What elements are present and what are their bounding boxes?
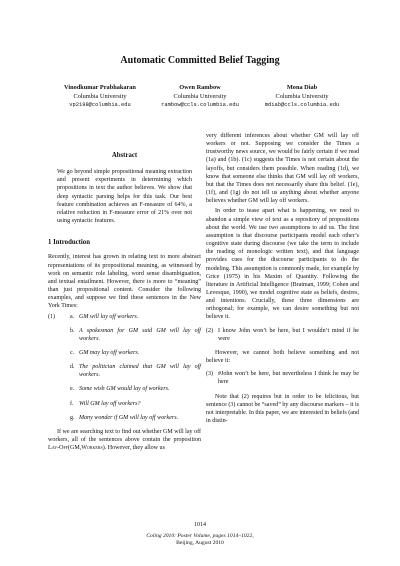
page-footer: [0, 522, 400, 547]
author-name: Vinodkumar Prabhakaran: [64, 84, 136, 91]
intro-paragraph-2: [48, 428, 201, 452]
example-item: [48, 313, 201, 321]
example-letter: c.: [70, 349, 75, 356]
example-item: [48, 327, 201, 343]
example-letter: g.: [70, 414, 75, 421]
example-text: GM will lay off workers.: [79, 313, 139, 320]
example-text: A spokesman for GM said GM will lay off workers.: [79, 327, 201, 342]
venue-line: Coling 2010: Poster Volume, pages 1014–1022,: [146, 533, 254, 539]
author-email: rambow@ccls.columbia.edu: [161, 102, 239, 109]
example-text: Will GM lay off workers?: [79, 400, 141, 407]
author-affiliation: Columbia University: [275, 92, 329, 100]
author-email: vp2198@columbia.edu: [69, 102, 131, 109]
body-paragraph-2: In order to tease apart what is happening, we need to abandon a simple view of text as a repository of propositions about the world. We use two assumptions to aid us. The first assumption is that discourse participants model each other’s cognitive state during discourse (we take the term to include the reading of monologic written text), and that language provides cues for the discourse participants to do the modeling. This assumption is commonly made, for example by Grice (1975) in his Maxim of Quantity. Following the literature in Artificial Intelligence (Bratman, 1999; Cohen and Levesque, 1990), we model cognitive state as beliefs, desires, and intentions. Crucially, these three dimensions are orthogonal; for example, we can desire something but not believe it.: [206, 208, 359, 321]
body-paragraph-1: very different inferences about whether GM will lay off workers or not. Supposing we consider the Times a trustworthy news source, we would be fairly certain if we read (1a) and (1b). (1c) suggests the Times is not certain about the layoffs, but considers them possible. When reading (1d), we know that someone else thinks that GM will lay off workers, but that the Times does not necessarily share this belief. (1e), (1f), and (1g) do not tell us anything about whether anyone believes whether GM will lay off workers.: [206, 133, 359, 205]
example-number: (2): [206, 327, 214, 334]
example-3: [206, 370, 359, 386]
body-paragraph-4: Note that (2) requires but in order to be felicitous, but sentence (3) cannot be “saved” by any discourse markers – it is not interpretable. In this paper, we are interested in beliefs (and in distin-: [206, 393, 359, 424]
example-2: [206, 327, 359, 343]
example-text: #John won’t be here, but nevertheless I think he may be here: [218, 371, 359, 386]
example-number: (3): [206, 371, 214, 378]
abstract-text: We go beyond simple propositional meaning extraction and present experiments in determining which propositions in text the author believes. We show that deep syntactic parsing helps for this task. Our best feature combination achieves an F-measure of 64%, a relative reduction in F-measure error of 21% over not using syntactic features.: [57, 169, 192, 225]
right-column: [206, 132, 359, 427]
intro-paragraph-2-start: If we are searching text to find out whether GM will lay off workers, all of the sentences above contain the proposition: [48, 428, 201, 444]
left-column: [48, 132, 201, 454]
paper-title: Automatic Committed Belief Tagging: [120, 55, 280, 66]
author-affiliation: Columbia University: [173, 92, 227, 100]
example-text: Many wonder if GM will lay off workers.: [79, 414, 179, 421]
example-item: [48, 363, 201, 379]
intro-paragraph-1: Recently, interest has grown in relating text to more abstract representations of its propositional meaning, as witnessed by work on semantic role labeling, word sense disambiguation, and textual entailment. However, there is more to “meaning” than just propositional content. Consider the following examples, and suppose we find these sentences in the New York Times:: [48, 254, 201, 310]
example-item: [48, 349, 201, 357]
body-paragraph-3: However, we cannot both believe something and not believe it:: [206, 349, 359, 365]
example-letter: d.: [70, 364, 75, 371]
abstract-heading: Abstract: [111, 152, 138, 159]
example-text: GM may lay off workers.: [79, 349, 140, 356]
example-item: [48, 385, 201, 393]
example-item: [48, 400, 201, 408]
intro-paragraph-2-end: . However, they allow us: [104, 445, 165, 452]
venue-place: Beijing, August 2010: [176, 540, 224, 546]
example-list-1: [48, 313, 201, 422]
example-text: I know John won’t be here, but I wouldn’t mind if he were: [218, 327, 359, 342]
example-item: [48, 414, 201, 422]
author-name: Mona Diab: [286, 84, 318, 91]
example-letter: b.: [70, 327, 75, 334]
example-number: (1): [48, 313, 56, 320]
author-affiliation: Columbia University: [73, 92, 127, 100]
proposition-term: Lay-Off(GM,Workers): [48, 445, 105, 452]
page-number: 1014: [194, 522, 206, 528]
example-letter: a.: [70, 313, 75, 320]
example-text: The politician claimed that GM will lay off workers.: [79, 364, 201, 379]
author-block-3: [242, 84, 362, 110]
example-text: Some wish GM would lay of workers.: [79, 386, 170, 393]
example-letter: e.: [70, 386, 75, 393]
author-name: Owen Rambow: [179, 84, 221, 91]
author-email: mdiab@ccls.columbia.edu: [264, 102, 340, 109]
example-letter: f.: [70, 400, 74, 407]
section-heading-introduction: 1 Introduction: [48, 239, 90, 247]
